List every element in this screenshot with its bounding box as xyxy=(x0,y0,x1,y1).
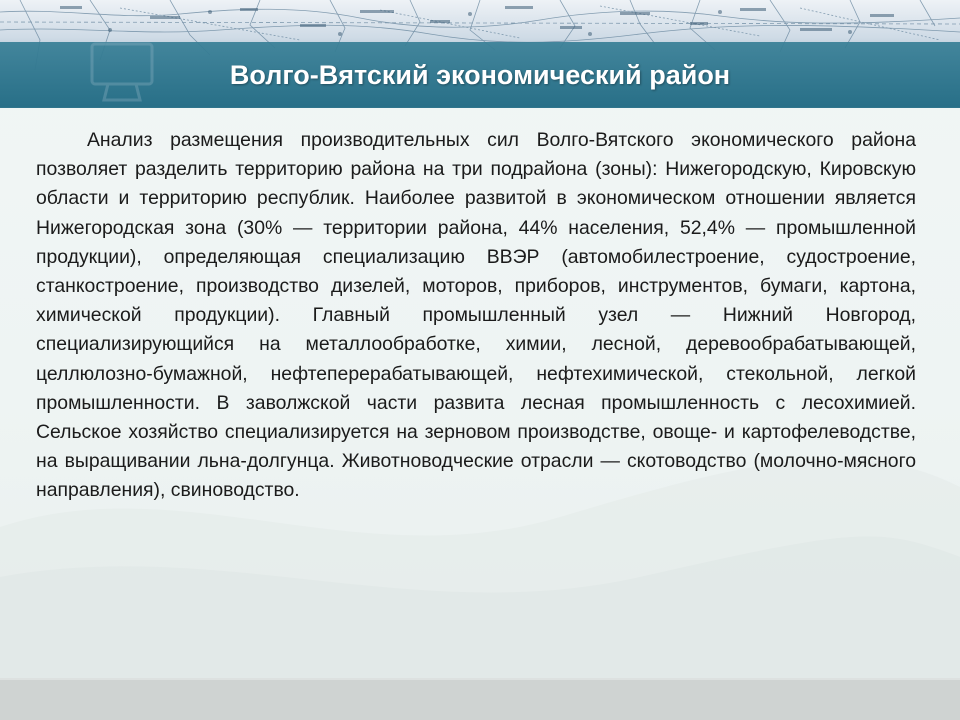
slide-title: Волго-Вятский экономический район xyxy=(229,60,731,90)
footer-bar xyxy=(0,680,960,720)
body-paragraph: Анализ размещения производительных сил Волго-Вятского экономического района позволяет разделить территорию района на три подрайона (зоны): Нижегородскую, Кировскую области и территорию республик. Наиболее развитой в экономическом отношении является Нижегородская зона (30% — территории района, 44% населения, 52,4% — промышленной продукции), определяющая специализацию ВВЭР (автомобилестроение, судостроение, станкостроение, производство дизелей, моторов, приборов, инструментов, бумаги, картона, химической продукции). Главный промышленный узел — Нижний Новгород, специализирующийся на металлообработке, химии, лесной, деревообрабатывающей, целлюлозно-бумажной, нефтеперерабатывающей, нефтехимической, стекольной, легкой промышленности. В заволжской части развита лесная промышленность с лесохимией. Сельское хозяйство специализируется на зерновом производстве, овоще- и картофелеводстве, на выращивании льна-долгунца. Животноводческие отрасли — скотоводство (молочно-мясного направления), свиноводство. xyxy=(36,129,916,502)
